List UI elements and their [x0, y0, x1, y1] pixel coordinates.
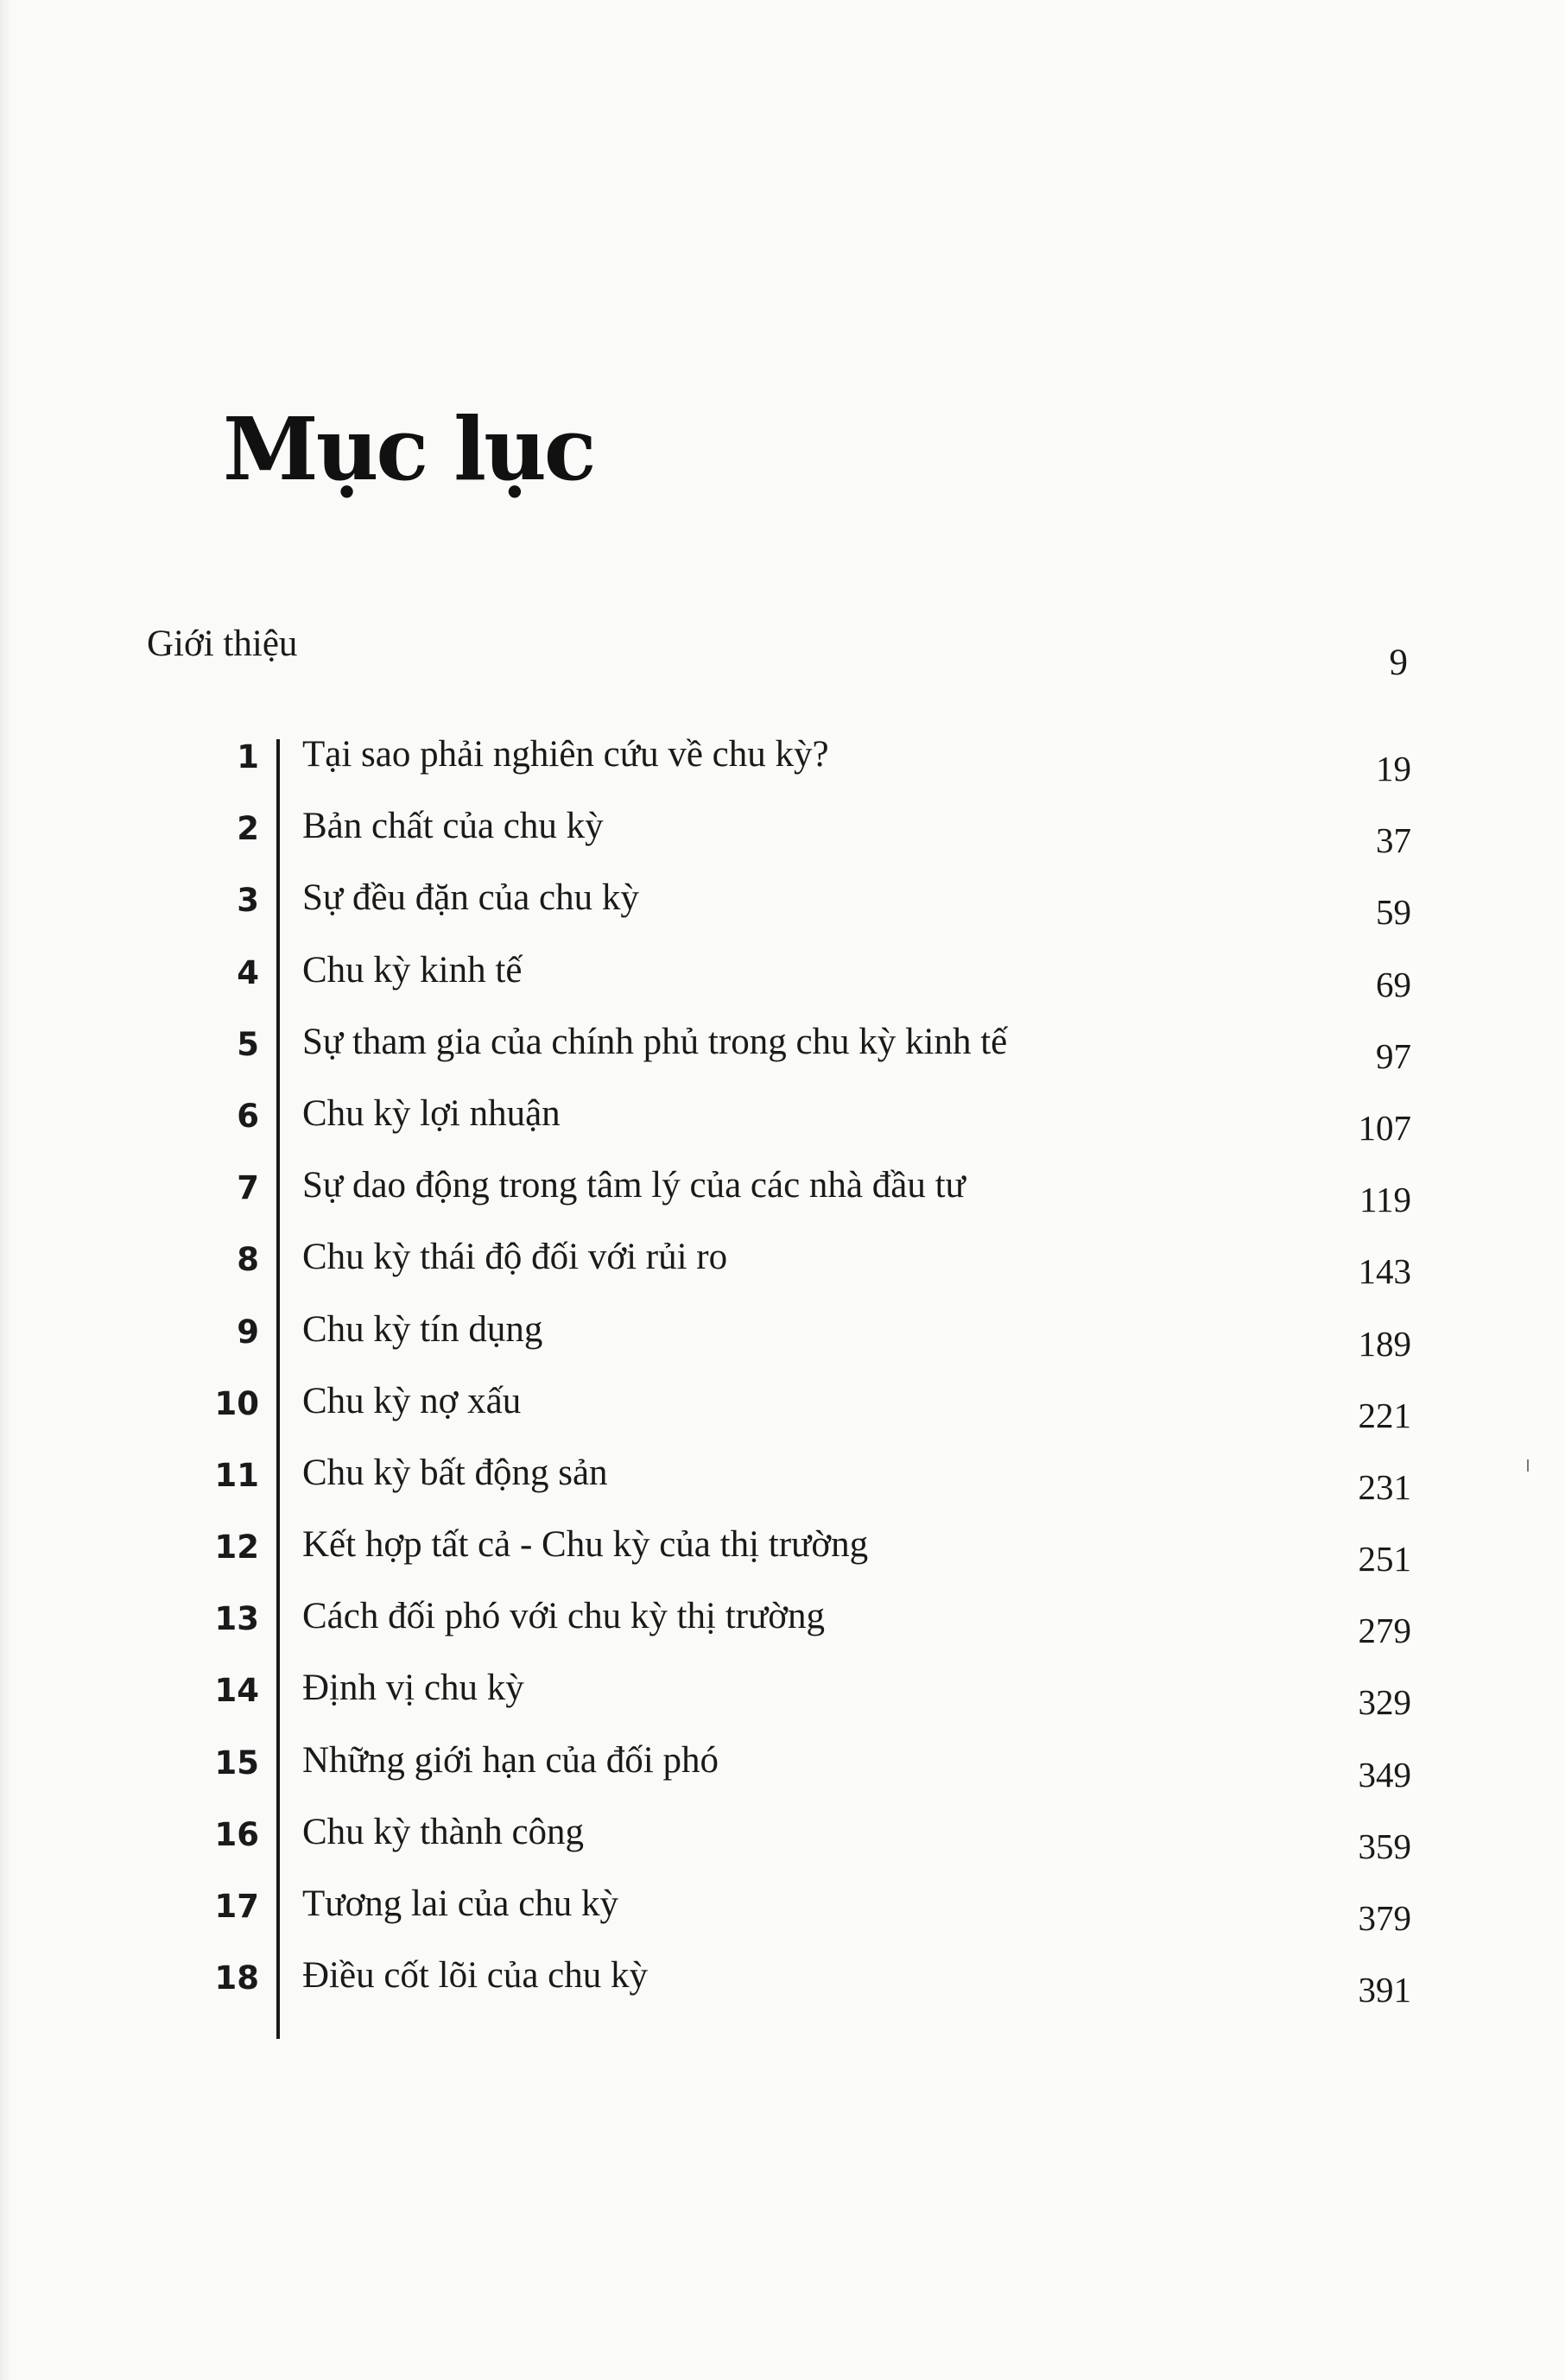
chapter-row [0, 1738, 1565, 1810]
chapter-number: 9 [237, 1313, 259, 1351]
chapter-row [0, 1163, 1565, 1235]
chapter-number: 2 [237, 810, 259, 848]
chapter-title: Sự tham gia của chính phủ trong chu kỳ kinh tế [302, 1021, 1008, 1062]
chapter-number: 17 [214, 1888, 259, 1925]
chapter-number: 11 [214, 1456, 259, 1494]
chapter-number: 12 [214, 1529, 259, 1567]
chapter-row [0, 732, 1565, 804]
chapter-page-number: 37 [1376, 820, 1411, 861]
chapter-title: Bản chất của chu kỳ [302, 806, 604, 847]
chapter-row [0, 1594, 1565, 1666]
chapter-row [0, 876, 1565, 947]
chapter-number: 15 [214, 1744, 259, 1782]
print-speck [1527, 1459, 1529, 1472]
chapter-title: Chu kỳ tín dụng [302, 1308, 543, 1350]
chapter-row [0, 1235, 1565, 1307]
chapter-page-number: 97 [1376, 1035, 1411, 1076]
chapter-page-number: 19 [1376, 749, 1411, 788]
chapter-row [0, 1092, 1565, 1163]
chapter-number: 3 [237, 882, 259, 920]
chapter-page-number: 143 [1358, 1251, 1411, 1292]
chapter-row [0, 1882, 1565, 1953]
chapter-title: Sự dao động trong tâm lý của các nhà đầu tư [302, 1165, 966, 1206]
chapter-number: 18 [214, 1959, 259, 1997]
chapter-row [0, 804, 1565, 876]
chapter-row [0, 1451, 1565, 1522]
chapter-page-number: 221 [1358, 1395, 1411, 1435]
chapter-row [0, 1020, 1565, 1092]
chapter-title: Tại sao phải nghiên cứu về chu kỳ? [302, 734, 829, 775]
chapter-title: Chu kỳ kinh tế [302, 949, 523, 991]
chapter-page-number: 189 [1358, 1323, 1411, 1364]
chapter-title: Sự đều đặn của chu kỳ [302, 877, 639, 919]
chapter-number: 6 [237, 1097, 259, 1135]
intro-label: Giới thiệu [147, 623, 298, 664]
page-title: Mục lục [223, 398, 594, 500]
chapter-page-number: 391 [1358, 1970, 1411, 2010]
chapter-page-number: 119 [1359, 1180, 1411, 1220]
intro-page-number: 9 [1389, 642, 1408, 683]
chapter-title: Cách đối phó với chu kỳ thị trường [302, 1596, 826, 1637]
chapter-title: Chu kỳ lợi nhuận [302, 1092, 561, 1134]
chapter-page-number: 349 [1358, 1754, 1411, 1794]
chapter-page-number: 59 [1376, 892, 1411, 933]
chapter-row [0, 1307, 1565, 1379]
chapter-row [0, 1666, 1565, 1738]
chapter-page-number: 359 [1358, 1826, 1411, 1866]
chapter-title: Những giới hạn của đối phó [302, 1739, 719, 1781]
chapter-number: 10 [214, 1384, 259, 1422]
chapter-page-number: 329 [1358, 1682, 1411, 1723]
chapter-number: 7 [237, 1169, 259, 1207]
chapter-page-number: 379 [1358, 1898, 1411, 1938]
chapter-page-number: 69 [1376, 964, 1411, 1004]
chapter-page-number: 251 [1358, 1539, 1411, 1579]
chapter-number: 8 [237, 1241, 259, 1279]
chapter-number: 16 [214, 1815, 259, 1853]
chapter-page-number: 231 [1358, 1466, 1411, 1507]
chapter-title: Chu kỳ thành công [302, 1811, 585, 1852]
chapter-row [0, 1522, 1565, 1594]
chapter-number: 13 [214, 1600, 259, 1638]
chapter-row [0, 1953, 1565, 2025]
chapter-page-number: 107 [1358, 1107, 1411, 1148]
chapter-title: Chu kỳ thái độ đối với rủi ro [302, 1237, 728, 1278]
chapter-row [0, 948, 1565, 1020]
chapter-title: Chu kỳ nợ xấu [302, 1380, 522, 1421]
chapter-list [0, 732, 1565, 2025]
chapter-title: Kết hợp tất cả - Chu kỳ của thị trường [302, 1524, 869, 1566]
chapter-title: Định vị chu kỳ [302, 1668, 524, 1709]
chapter-page-number: 279 [1358, 1611, 1411, 1651]
chapter-row [0, 1379, 1565, 1451]
chapter-title: Điều cốt lõi của chu kỳ [302, 1955, 649, 1997]
chapter-number: 14 [214, 1672, 259, 1710]
chapter-title: Chu kỳ bất động sản [302, 1452, 608, 1493]
chapter-title: Tương lai của chu kỳ [302, 1883, 619, 1924]
chapter-number: 5 [237, 1025, 259, 1063]
chapter-number: 4 [237, 953, 259, 991]
chapter-row [0, 1810, 1565, 1882]
chapter-number: 1 [237, 738, 259, 775]
